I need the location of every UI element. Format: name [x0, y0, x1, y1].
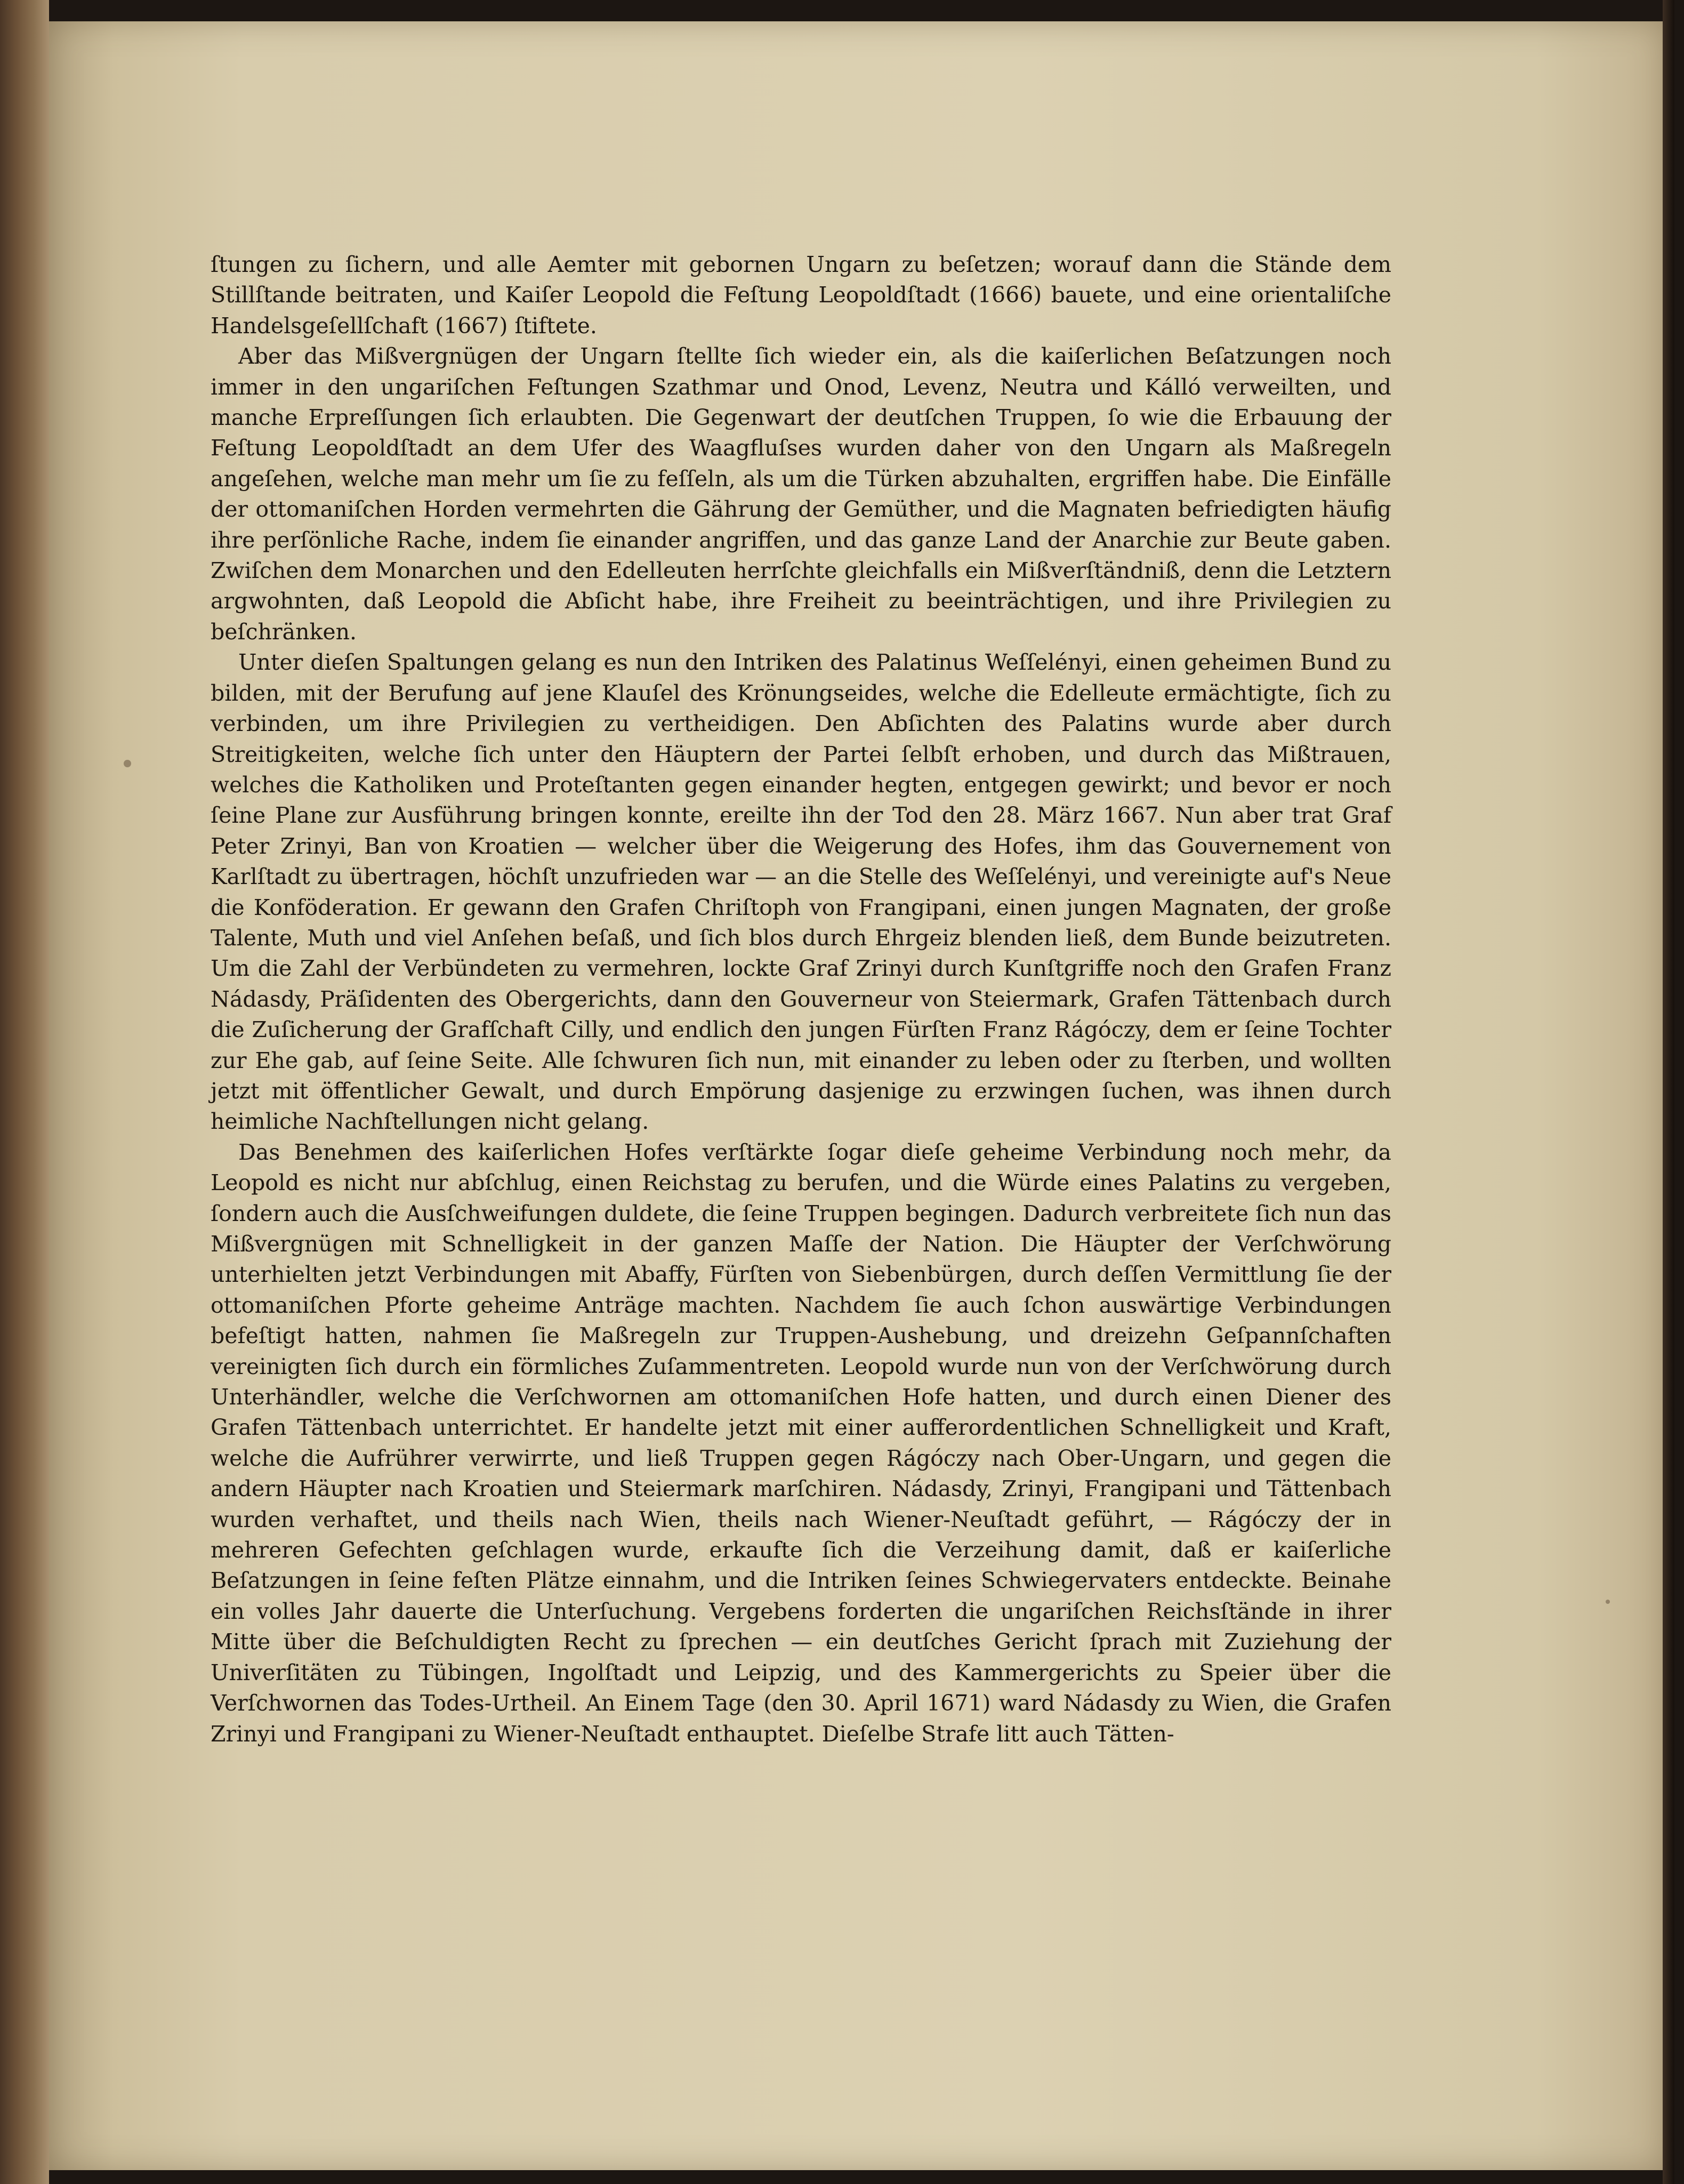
paragraph-2: Aber das Mißvergnügen der Ungarn ſtellte ſich wieder ein, als die kaiſerlichen Beſatzungen noch immer in den ungariſchen Feſtungen Szathmar und Onod, Levenz, Neutra und Kálló verweilten, und manche Erpreſſungen ſich erlaubten. Die Gegenwart der deutſchen Truppen, ſo wie die Erbauung der Feſtung Leopoldſtadt an dem Ufer des Waagfluſses wurden daher von den Ungarn als Maßregeln angeſehen, welche man mehr um ſie zu feſſeln, als um die Türken abzuhalten, ergriffen habe. Die Einfälle der ottomaniſchen Horden vermehrten die Gährung der Gemüther, und die Magnaten befriedigten häufig ihre perſönliche Rache, indem ſie einander angriffen, und das ganze Land der Anarchie zur Beute gaben. Zwiſchen dem Monarchen und den Edelleuten herrſchte gleichfalls ein Mißverſtändniß, denn die Letztern argwohnten, daß Leopold die Abſicht habe, ihre Freiheit zu beeinträchtigen, und ihre Privilegien zu beſchränken.	[211, 343, 1391, 645]
paper-blemish	[124, 760, 131, 767]
page-edge-shadow	[1663, 0, 1674, 2184]
body-text	[211, 250, 1391, 1749]
paragraph-4: Das Benehmen des kaiſerlichen Hofes verſtärkte ſogar dieſe geheime Verbindung noch mehr, da Leopold es nicht nur abſchlug, einen Reichstag zu berufen, und die Würde eines Palatins zu vergeben, ſondern auch die Ausſchweifungen duldete, die ſeine Truppen begingen. Dadurch verbreitete ſich nun das Mißvergnügen mit Schnelligkeit in der ganzen Maſſe der Nation. Die Häupter der Verſchwörung unterhielten jetzt Verbindungen mit Abaffy, Fürſten von Siebenbürgen, durch deſſen Vermittlung ſie der ottomaniſchen Pforte geheime Anträge machten. Nachdem ſie auch ſchon auswärtige Verbindungen befeſtigt hatten, nahmen ſie Maßregeln zur Truppen-Aushebung, und dreizehn Geſpannſchaften vereinigten ſich durch ein förmliches Zuſammentreten. Leopold wurde nun von der Verſchwörung durch Unterhändler, welche die Verſchwornen am ottomaniſchen Hofe hatten, und durch einen Diener des Grafen Tättenbach unterrichtet. Er handelte jetzt mit einer aufferordentlichen Schnelligkeit und Kraft, welche die Aufrührer verwirrte, und ließ Truppen gegen Rágóczy nach Ober-Ungarn, und gegen die andern Häupter nach Kroatien und Steiermark marſchiren. Nádasdy, Zrinyi, Frangipani und Tättenbach wurden verhaftet, und theils nach Wien, theils nach Wiener-Neuſtadt geführt, — Rágóczy der in mehreren Gefechten geſchlagen wurde, erkaufte ſich die Verzeihung damit, daß er kaiſerliche Beſatzungen in ſeine feſten Plätze einnahm, und die Intriken ſeines Schwiegervaters entdeckte. Beinahe ein volles Jahr dauerte die Unterſuchung. Vergebens forderten die ungariſchen Reichsſtände in ihrer Mitte über die Beſchuldigten Recht zu ſprechen — ein deutſches Gericht ſprach mit Zuziehung der Univerſitäten zu Tübingen, Ingolſtadt und Leipzig, und des Kammergerichts zu Speier über die Verſchwornen das Todes-Urtheil. An Einem Tage (den 30. April 1671) ward Nádasdy zu Wien, die Grafen Zrinyi und Frangipani zu Wiener-Neuſtadt enthauptet. Dieſelbe Strafe litt auch Tätten-	[211, 1139, 1391, 1747]
paragraph-1: ſtungen zu ſichern, und alle Aemter mit gebornen Ungarn zu beſetzen; worauf dann die Stände dem Stillſtande beitraten, und Kaiſer Leopold die Feſtung Leopoldſtadt (1666) bauete, und eine orientaliſche Handelsgeſellſchaft (1667) ſtiftete.	[211, 252, 1391, 339]
paragraph-3: Unter dieſen Spaltungen gelang es nun den Intriken des Palatinus Weſſelényi, einen geheimen Bund zu bilden, mit der Berufung auf jene Klauſel des Krönungseides, welche die Edelleute ermächtigte, ſich zu verbinden, um ihre Privilegien zu vertheidigen. Den Abſichten des Palatins wurde aber durch Streitigkeiten, welche ſich unter den Häuptern der Partei ſelbſt erhoben, und durch das Mißtrauen, welches die Katholiken und Proteſtanten gegen einander hegten, entgegen gewirkt; und bevor er noch ſeine Plane zur Ausführung bringen konnte, ereilte ihn der Tod den 28. März 1667. Nun aber trat Graf Peter Zrinyi, Ban von Kroatien — welcher über die Weigerung des Hofes, ihm das Gouvernement von Karlſtadt zu übertragen, höchſt unzufrieden war — an die Stelle des Weſſelényi, und vereinigte auf's Neue die Konföderation. Er gewann den Grafen Chriſtoph von Frangipani, einen jungen Magnaten, der große Talente, Muth und viel Anſehen beſaß, und ſich blos durch Ehrgeiz blenden ließ, dem Bunde beizutreten. Um die Zahl der Verbündeten zu vermehren, lockte Graf Zrinyi durch Kunſtgriffe noch den Grafen Franz Nádasdy, Präſidenten des Obergerichts, dann den Gouverneur von Steiermark, Grafen Tättenbach durch die Zuſicherung der Grafſchaft Cilly, und endlich den jungen Fürſten Franz Rágóczy, dem er ſeine Tochter zur Ehe gab, auf ſeine Seite. Alle ſchwuren ſich nun, mit einander zu leben oder zu ſterben, und wollten jetzt mit öffentlicher Gewalt, und durch Empörung dasjenige zu erzwingen ſuchen, was ihnen durch heimliche Nachſtellungen nicht gelang.	[211, 649, 1391, 1135]
book-gutter	[0, 0, 49, 2184]
paper-blemish	[1606, 1600, 1610, 1604]
